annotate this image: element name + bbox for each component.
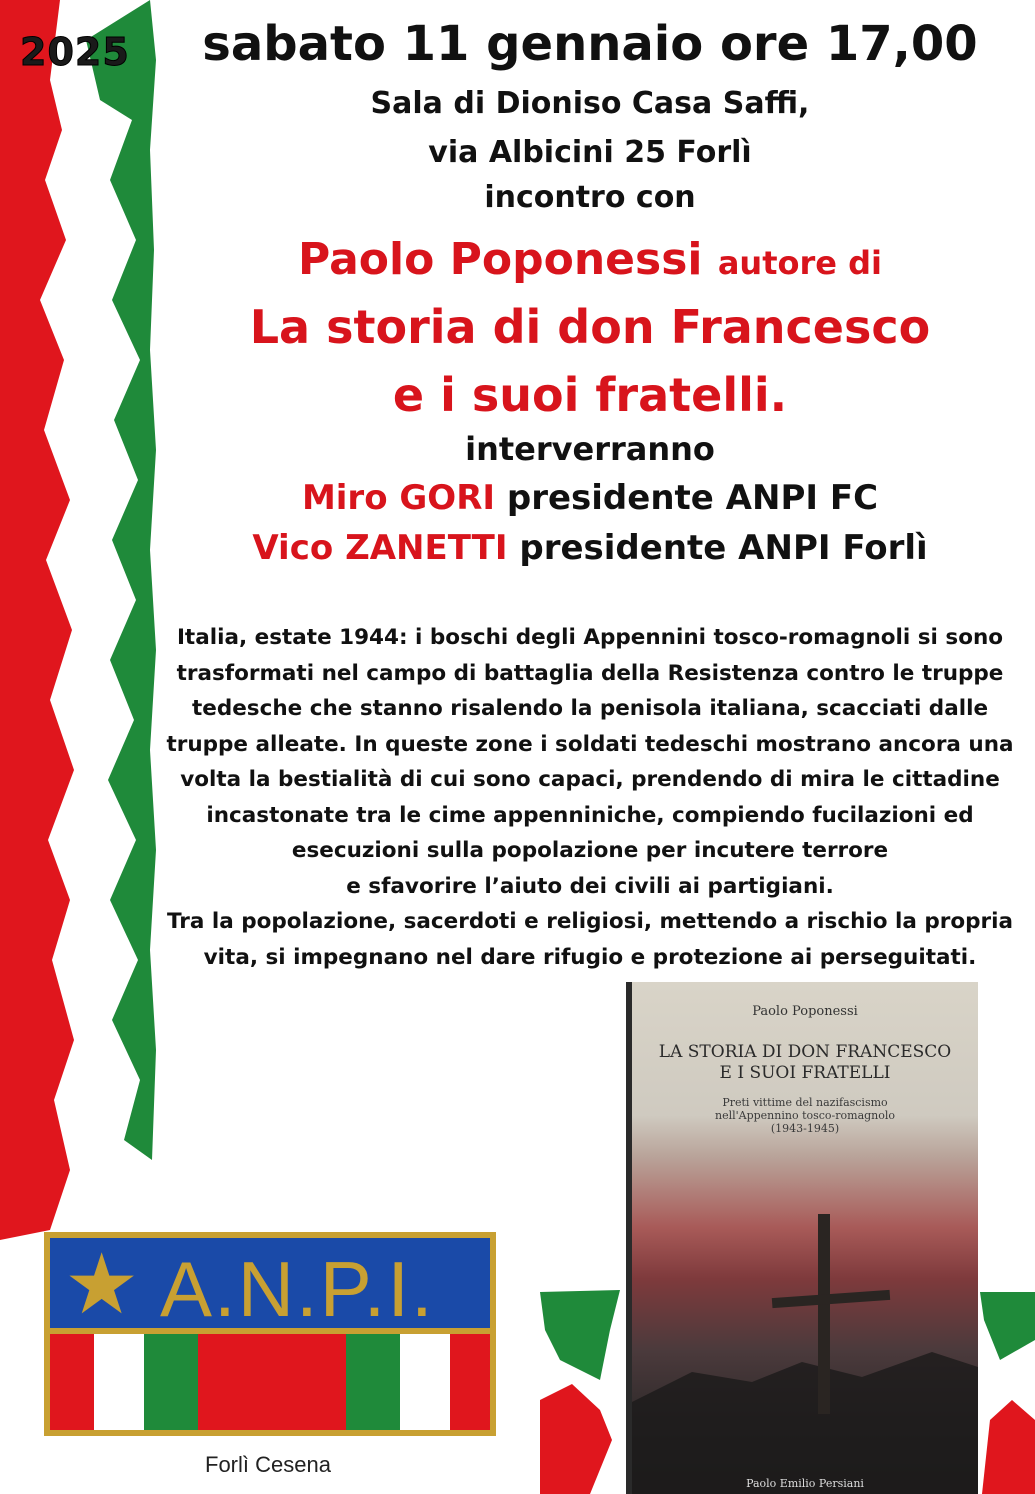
cover-subtitle-line: Preti vittime del nazifascismo <box>722 1096 888 1109</box>
author-of-label: autore di <box>717 244 882 282</box>
author-name: Paolo Poponessi <box>298 234 703 285</box>
venue-line-2: via Albicini 25 Forlì <box>428 135 752 170</box>
speaker-name: Vico ZANETTI <box>252 528 508 568</box>
anpi-logo-tricolor <box>50 1334 490 1430</box>
cover-publisher: Paolo Emilio Persiani <box>746 1477 864 1490</box>
speaker-name: Miro GORI <box>301 478 496 518</box>
cover-title-line: E I SUOI FRATELLI <box>719 1063 891 1083</box>
description-line: e sfavorire l’aiuto dei civili ai partigiani. <box>346 873 834 899</box>
cover-subtitle-line: (1943-1945) <box>770 1122 840 1135</box>
description-text <box>160 620 1020 975</box>
venue-line-1: Sala di Dioniso Casa Saffi, <box>370 86 810 121</box>
description-line: vita, si impegnano nel dare rifugio e protezione ai perseguitati. <box>203 944 977 970</box>
description-line: truppe alleate. In queste zone i soldati tedeschi mostrano ancora una <box>166 731 1014 757</box>
year-label: 2025 <box>20 30 130 74</box>
description-line: Italia, estate 1944: i boschi degli Appennini tosco-romagnoli si sono <box>176 625 1004 650</box>
meeting-label: incontro con <box>484 180 696 215</box>
speaker-role: presidente ANPI FC <box>506 478 879 518</box>
logo-caption: Forlì Cesena <box>205 1452 331 1477</box>
anpi-logo-banner <box>50 1235 490 1333</box>
cover-title-line: LA STORIA DI DON FRANCESCO <box>658 1042 952 1062</box>
author-line <box>160 234 1020 285</box>
anpi-logo-text: A.N.P.I. <box>160 1245 435 1333</box>
description-line: Tra la popolazione, sacerdoti e religiosi, mettendo a rischio la propria <box>166 909 1014 934</box>
event-date: sabato 11 gennaio ore 17,00 <box>202 16 978 72</box>
speaker-2 <box>160 528 1020 568</box>
cover-author: Paolo Poponessi <box>752 1004 858 1019</box>
description-line: tedesche che stanno risalendo la penisola italiana, scacciati dalle <box>191 696 989 721</box>
description-line: volta la bestialità di cui sono capaci, prendendo di mira le cittadine <box>180 767 1000 792</box>
cross-illustration <box>632 982 978 1494</box>
description-line: esecuzioni sulla popolazione per incutere terrore <box>291 838 889 863</box>
speakers-intro: interverranno <box>465 430 715 468</box>
speaker-role: presidente ANPI Forlì <box>519 528 928 568</box>
description-line: incastonate tra le cime appenniniche, compiendo fucilazioni ed <box>206 802 974 828</box>
book-title-line-1: La storia di don Francesco <box>249 300 931 354</box>
book-cover <box>632 982 978 1494</box>
speaker-1 <box>160 478 1020 518</box>
anpi-logo <box>44 1232 496 1436</box>
book-title-line-2: e i suoi fratelli. <box>392 368 788 422</box>
description-line: trasformati nel campo di battaglia della Resistenza contro le truppe <box>176 660 1004 686</box>
cover-subtitle-line: nell'Appennino tosco-romagnolo <box>714 1109 896 1122</box>
star-icon: ★ <box>64 1235 140 1333</box>
